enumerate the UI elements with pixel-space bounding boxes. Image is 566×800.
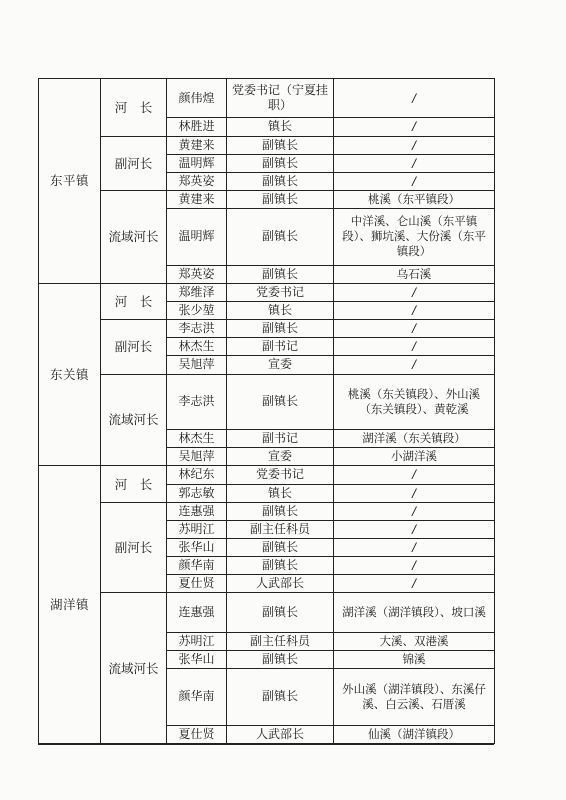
person-name: 林杰生 [167, 338, 227, 356]
job-title: 副主任科员 [227, 632, 334, 650]
job-title: 镇长 [227, 301, 334, 319]
person-name: 颜伟煌 [167, 79, 227, 118]
person-name: 郑维泽 [167, 283, 227, 301]
river-assignment: / [334, 356, 495, 374]
river-assignment: 小湖洋溪 [334, 448, 495, 466]
person-name: 郭志敏 [167, 484, 227, 502]
table-row [39, 374, 495, 430]
river-assignment: / [334, 172, 495, 190]
job-title: 镇长 [227, 484, 334, 502]
river-chief-table [38, 78, 495, 744]
job-title: 宣委 [227, 356, 334, 374]
job-title: 副镇长 [227, 209, 334, 266]
person-name: 颜华南 [167, 557, 227, 575]
table-row [39, 283, 495, 301]
job-title: 副镇长 [227, 190, 334, 208]
table-row [39, 190, 495, 208]
job-title: 副镇长 [227, 650, 334, 668]
job-title: 副镇长 [227, 593, 334, 632]
job-title: 副书记 [227, 338, 334, 356]
river-assignment: / [334, 283, 495, 301]
person-name: 苏明江 [167, 632, 227, 650]
person-name: 温明辉 [167, 154, 227, 172]
river-assignment: / [334, 79, 495, 118]
river-assignment: 桃溪（东关镇段）、外山溪（东关镇段）、黄乾溪 [334, 374, 495, 430]
river-assignment: / [334, 484, 495, 502]
role-label: 副河长 [101, 502, 167, 593]
river-assignment: 外山溪（湖洋镇段）、东溪仔溪、白云溪、石厝溪 [334, 669, 495, 726]
river-assignment: / [334, 301, 495, 319]
person-name: 连惠强 [167, 593, 227, 632]
river-assignment: 仙溪（湖洋镇段） [334, 725, 495, 743]
person-name: 苏明江 [167, 520, 227, 538]
river-assignment: / [334, 539, 495, 557]
role-label: 流域河长 [101, 374, 167, 466]
person-name: 温明辉 [167, 209, 227, 266]
role-label: 河 长 [101, 79, 167, 137]
river-assignment: / [334, 154, 495, 172]
job-title: 副主任科员 [227, 520, 334, 538]
table-row [39, 320, 495, 338]
person-name: 黄建来 [167, 190, 227, 208]
river-assignment: 乌石溪 [334, 265, 495, 283]
town-name: 湖洋镇 [39, 466, 101, 744]
job-title: 副镇长 [227, 154, 334, 172]
role-label: 河 长 [101, 283, 167, 319]
river-assignment: / [334, 136, 495, 154]
river-assignment: / [334, 320, 495, 338]
river-assignment: 锦溪 [334, 650, 495, 668]
job-title: 党委书记（宁夏挂职） [227, 79, 334, 118]
person-name: 林胜进 [167, 118, 227, 136]
person-name: 郑英姿 [167, 172, 227, 190]
town-name: 东平镇 [39, 79, 101, 284]
person-name: 张华山 [167, 539, 227, 557]
river-assignment: / [334, 466, 495, 484]
person-name: 李志洪 [167, 374, 227, 430]
person-name: 林纪东 [167, 466, 227, 484]
role-label: 流域河长 [101, 190, 167, 283]
job-title: 副书记 [227, 430, 334, 448]
job-title: 副镇长 [227, 669, 334, 726]
person-name: 夏仕贤 [167, 725, 227, 743]
job-title: 镇长 [227, 118, 334, 136]
river-assignment: 湖洋溪（东关镇段） [334, 430, 495, 448]
table-row [39, 79, 495, 118]
person-name: 张少堃 [167, 301, 227, 319]
role-label: 流域河长 [101, 593, 167, 744]
river-assignment: 中洋溪、仑山溪（东平镇段）、狮坑溪、大份溪（东平镇段） [334, 209, 495, 266]
role-label: 河 长 [101, 466, 167, 502]
job-title: 人武部长 [227, 725, 334, 743]
river-assignment: / [334, 502, 495, 520]
river-assignment: / [334, 520, 495, 538]
job-title: 副镇长 [227, 172, 334, 190]
table-row [39, 466, 495, 484]
job-title: 副镇长 [227, 265, 334, 283]
job-title: 副镇长 [227, 539, 334, 557]
job-title: 党委书记 [227, 466, 334, 484]
table-row [39, 136, 495, 154]
job-title: 副镇长 [227, 374, 334, 430]
table-bottom-border [38, 744, 494, 745]
river-assignment: / [334, 575, 495, 593]
role-label: 副河长 [101, 320, 167, 374]
job-title: 宣委 [227, 448, 334, 466]
job-title: 党委书记 [227, 283, 334, 301]
river-assignment: / [334, 338, 495, 356]
job-title: 人武部长 [227, 575, 334, 593]
river-assignment: / [334, 118, 495, 136]
person-name: 吴旭萍 [167, 448, 227, 466]
table-body [39, 79, 495, 744]
person-name: 吴旭萍 [167, 356, 227, 374]
role-label: 副河长 [101, 136, 167, 190]
river-assignment: / [334, 557, 495, 575]
job-title: 副镇长 [227, 320, 334, 338]
table-row [39, 502, 495, 520]
river-assignment: 大溪、双港溪 [334, 632, 495, 650]
job-title: 副镇长 [227, 502, 334, 520]
person-name: 颜华南 [167, 669, 227, 726]
river-assignment: 湖洋溪（湖洋镇段）、坡口溪 [334, 593, 495, 632]
river-assignment: 桃溪（东平镇段） [334, 190, 495, 208]
person-name: 黄建来 [167, 136, 227, 154]
job-title: 副镇长 [227, 136, 334, 154]
person-name: 夏仕贤 [167, 575, 227, 593]
town-name: 东关镇 [39, 283, 101, 466]
table-row [39, 593, 495, 632]
job-title: 副镇长 [227, 557, 334, 575]
person-name: 李志洪 [167, 320, 227, 338]
person-name: 郑英姿 [167, 265, 227, 283]
person-name: 张华山 [167, 650, 227, 668]
person-name: 林杰生 [167, 430, 227, 448]
person-name: 连惠强 [167, 502, 227, 520]
